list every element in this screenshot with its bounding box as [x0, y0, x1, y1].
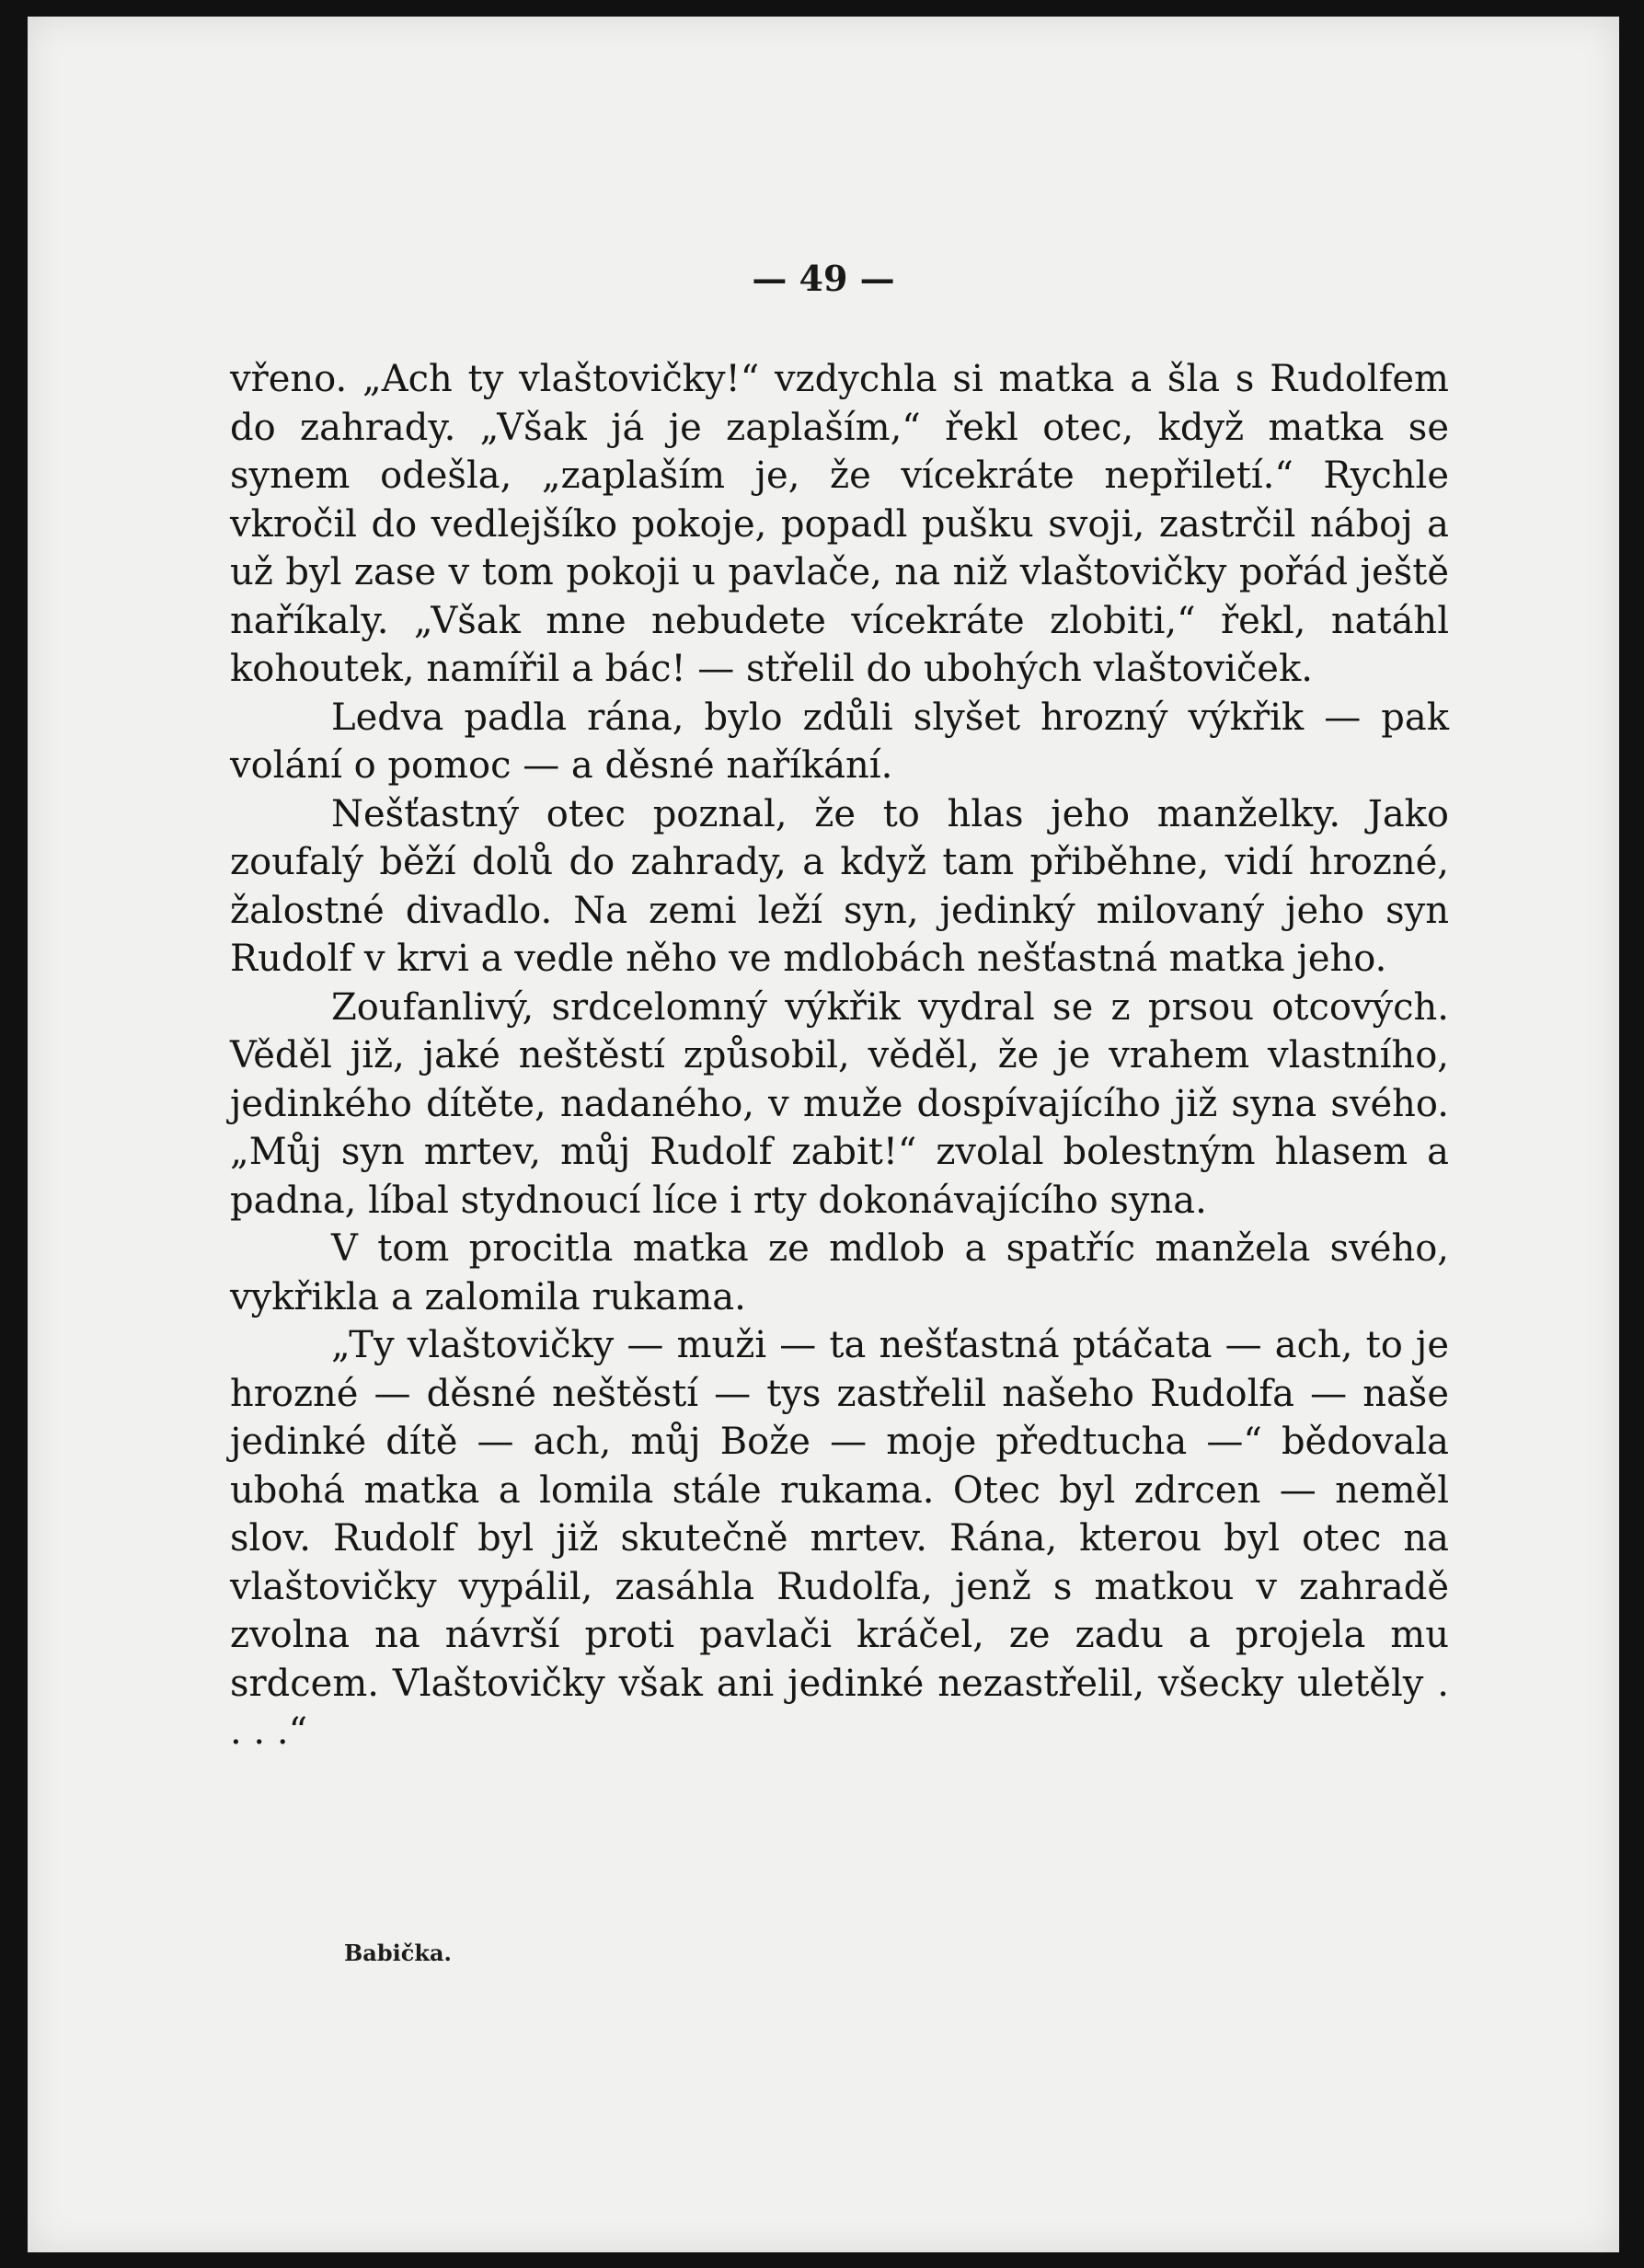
- paragraph: vřeno. „Ach ty vlaštovičky!“ vzdychla si matka a šla s Rudolfem do zahrady. „Však já je zaplaším,“ řekl otec, když matka se synem odešla, „zaplaším je, že vícekráte nepřiletí.“ Rychle vkročil do vedlejšíko pokoje, popadl pušku svoji, zastrčil náboj a už byl zase v tom pokoji u pavlače, na niž vlaštovičky pořád ještě naříkaly. „Však mne nebudete vícekráte zlobiti,“ řekl, natáhl kohoutek, namířil a bác! — střelil do ubohých vlaštoviček.: [230, 358, 1449, 690]
- paragraph: V tom procitla matka ze mdlob a spatříc manžela svého, vykřikla a zalomila rukama.: [230, 1227, 1449, 1318]
- paragraph: „Ty vlaštovičky — muži — ta nešťastná ptáčata — ach, to je hrozné — děsné neštěstí — tys zastřelil našeho Rudolfa — naše jedinké dítě — ach, můj Bože — moje předtucha —“ bědovala ubohá matka a lomila stále rukama. Otec byl zdrcen — neměl slov. Rudolf byl již skutečně mrtev. Rána, kterou byl otec na vlaštovičky vypálil, zasáhla Rudolfa, jenž s matkou v zahradě zvolna na návrší proti pavlači kráčel, ze zadu a projela mu srdcem. Vlaštovičky však ani jedinké nezastřelil, všecky uletěly . . . .“: [230, 1324, 1449, 1753]
- paragraph: Ledva padla rána, bylo zdůli slyšet hrozný výkřik — pak volání o pomoc — a děsné naříkání.: [230, 696, 1449, 787]
- paragraph: Zoufanlivý, srdcelomný výkřik vydral se z prsou otcových. Věděl již, jaké neštěstí způsobil, věděl, že je vrahem vlastního, jedinkého dítěte, nadaného, v muže dospívajícího již syna svého. „Můj syn mrtev, můj Rudolf zabit!“ zvolal bolestným hlasem a padna, líbal stydnoucí líce i rty dokonávajícího syna.: [230, 985, 1449, 1222]
- page-number: — 49 —: [752, 258, 895, 299]
- paragraph: Nešťastný otec poznal, že to hlas jeho manželky. Jako zoufalý běží dolů do zahrady, a když tam přiběhne, vidí hrozné, žalostné divadlo. Na zemi leží syn, jedinký milovaný jeho syn Rudolf v krvi a vedle něho ve mdlobách nešťastná matka jeho.: [230, 792, 1449, 980]
- body-text: [230, 355, 1449, 1756]
- signature-mark: Babička.: [344, 1940, 452, 1966]
- book-page: [28, 17, 1619, 2252]
